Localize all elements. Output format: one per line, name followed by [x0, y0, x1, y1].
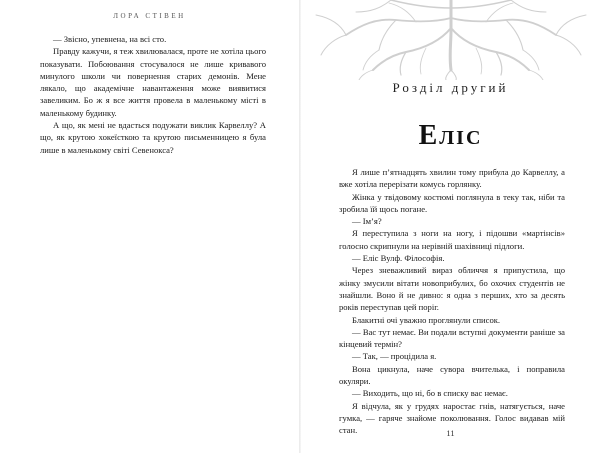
paragraph: Блакитні очі уважно проглянули список. — [352, 314, 501, 325]
paragraph: Через зневажливий вираз обличчя я припустила, що жінку змусили вітати новоприбулих, бо охочих студентів не знайшли. Воно й не дивно: я одна з перших, хто за десять років переступав цей поріг. — [339, 265, 565, 313]
paragraph: А що, як мені не вдасться подужати виклик Карвеллу? А що, як крутою хокеїсткою та крутою письменницею я була лише в маленькому світі Севенокса? — [40, 120, 266, 155]
paragraph: Я переступила з ноги на ногу, і підошви «мартінсів» голосно скрипнули на нерівній шахівниці підлоги. — [339, 228, 565, 251]
chapter-label: Розділ другий — [392, 80, 509, 95]
paragraph: — Ім’я? — [352, 216, 382, 227]
paragraph: Жінка у твідовому костюмі поглянула в теку так, ніби та зробила їй щось погане. — [339, 191, 565, 214]
paragraph: Правду кажучи, я теж хвилювалася, проте не хотіла цього показувати. Побоювання стосувалося не лише кривавого минулого школи чи повернення старих демонів. Мене лякало, що академічне навантаження може виявитися завеликим. Бо ж я все життя провела в маленькому місті в маленькому будинку. — [40, 46, 266, 118]
paragraph: Я відчула, як у грудях наростає гнів, натягується, наче гумка, — гаряче знайоме поколювання. Голос видавав мій стан. — [339, 400, 565, 436]
page-number: 11 — [446, 428, 455, 438]
left-page — [0, 0, 299, 453]
paragraph: — Звісно, упевнена, на всі сто. — [53, 34, 167, 44]
tree-roots-illustration — [301, 0, 600, 80]
paragraph: — Так, — процідила я. — [352, 351, 437, 362]
paragraph: Вона цикнула, наче сувора вчителька, і поправила окуляри. — [339, 363, 565, 387]
paragraph: — Вас тут немає. Ви подали вступні документи раніше за кінцевий термін? — [339, 326, 565, 350]
running-header: ЛОРА СТІВЕН — [113, 12, 186, 20]
paragraph: — Виходить, що ні, бо в списку вас немає. — [352, 388, 508, 399]
right-page-body — [339, 166, 565, 437]
paragraph: — Еліс Вулф. Філософія. — [352, 253, 445, 264]
left-page-body — [40, 33, 266, 156]
paragraph: Я лише п’ятнадцять хвилин тому прибула до Карвеллу, а вже хотіла перерізати комусь горлянку. — [339, 167, 565, 190]
chapter-title: Еліс — [418, 120, 483, 151]
